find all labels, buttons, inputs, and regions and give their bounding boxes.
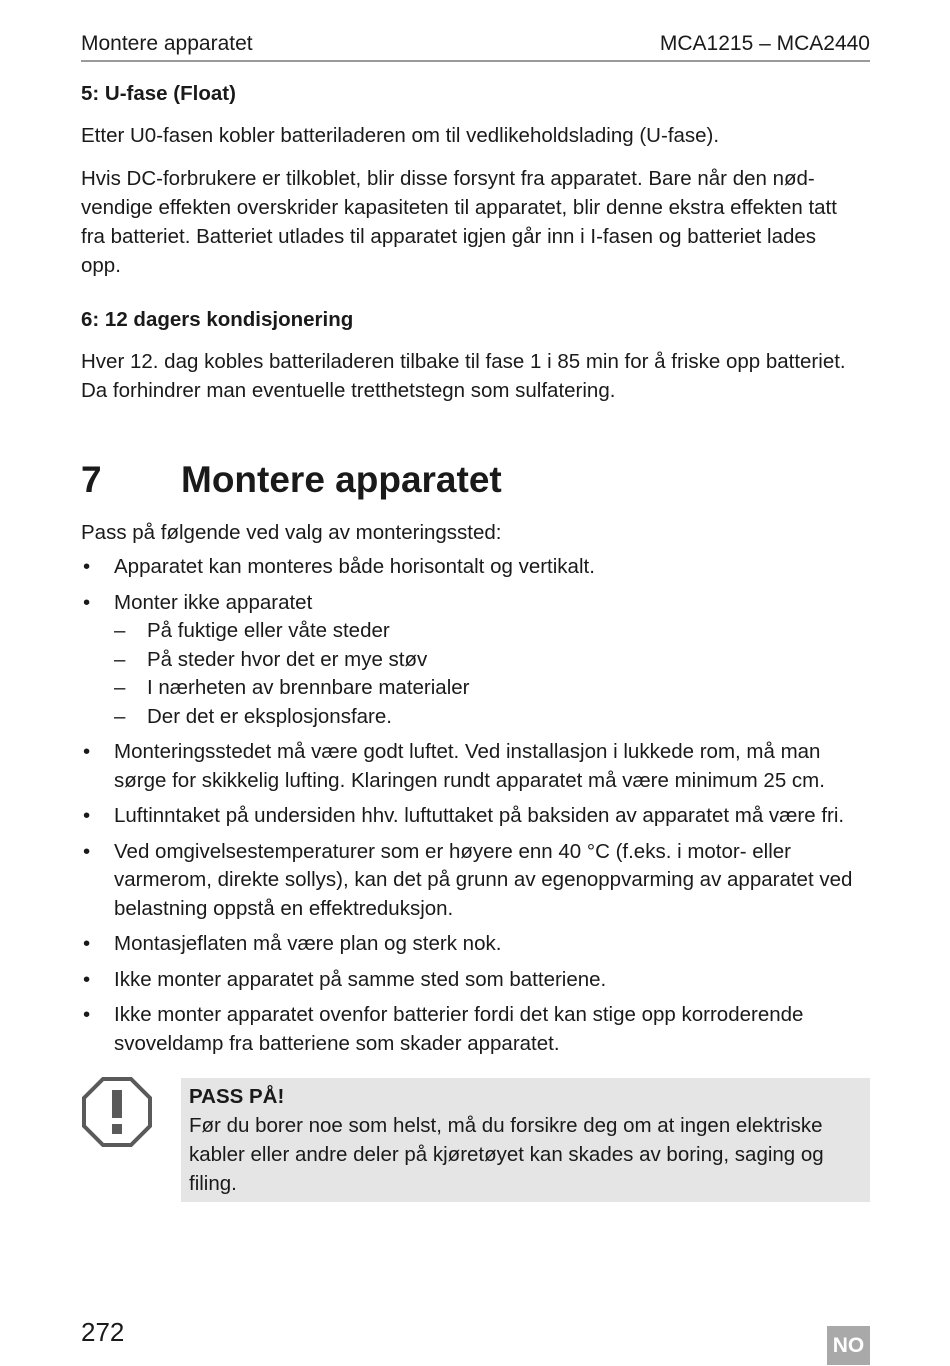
list-item-text: Ved omgivelsestemperaturer som er høyere enn 40 °C (f.eks. i motor- eller varmerom, direkte sollys), kan det på grunn av egenoppvarming av apparatet ved belastning oppstå en effektreduksjon. [114,839,853,920]
section-6 [81,306,870,334]
notice-text: Før du borer noe som helst, må du forsikre deg om at ingen elektriske kabler eller andre deler på kjøretøyet kan skades av boring, saging og filing. [189,1114,824,1195]
text-line: Hver 12. dag kobles batteriladeren tilbake til fase 1 i 85 min for å friske opp batteriet. [81,350,846,373]
list-item [81,589,870,732]
list-item-text: Monter ikke apparatet [114,590,313,614]
chapter-intro: Pass på følgende ved valg av monteringssted: [81,521,502,544]
list-item [81,930,870,959]
mounting-requirements-list [81,553,870,1065]
section-5-paragraph-1: Etter U0-fasen kobler batteriladeren om til vedlikeholdslading (U-fase). [81,124,720,147]
section-6-paragraph [81,347,870,405]
list-item-text: Apparatet kan monteres både horisontalt og vertikalt. [114,555,595,578]
list-item [81,553,870,582]
list-item [81,802,870,831]
list-item-text: Monteringsstedet må være godt luftet. Ved installasjon i lukkede rom, må man sørge for skikkelig lufting. Klaringen rundt apparatet må være minimum 25 cm. [114,740,825,792]
header-model-range: MCA1215 – MCA2440 [659,32,870,55]
section-5-paragraph-2 [81,164,870,280]
list-item-text: Luftinntaket på undersiden hhv. luftuttaket på baksiden av apparatet må være fri. [114,804,845,827]
language-tab: NO [827,1326,870,1365]
sub-list-item: – I nærheten av brennbare materialer [114,674,870,703]
text-line: Da forhindrer man eventuelle tretthetstegn som sulfatering. [81,379,616,402]
warning-octagon-exclamation-icon [81,1076,153,1148]
text-line: opp. [81,254,121,277]
sub-list-item: – På steder hvor det er mye støv [114,646,870,675]
section-5 [81,80,870,108]
text-line: Hvis DC-forbrukere er tilkoblet, blir disse forsynt fra apparatet. Bare når den nød- [81,167,815,190]
text-line: fra batteriet. Batteriet utlades til apparatet igjen går inn i I-fasen og batteriet lades [81,225,817,248]
section-5-heading: 5: U-fase (Float) [81,82,236,105]
sub-list-item: – Der det er eksplosjonsfare. [114,703,870,732]
list-item-text: Ikke monter apparatet ovenfor batterier fordi det kan stige opp korroderende svoveldamp fra batteriene som skader apparatet. [114,1003,804,1055]
sub-list [114,617,870,731]
section-6-heading: 6: 12 dagers kondisjonering [81,308,354,331]
text-line: vendige effekten overskrider kapasiteten til apparatet, blir denne ekstra effekten tatt [81,196,837,219]
chapter-title: Montere apparatet [181,459,502,500]
notice-title: PASS PÅ! [189,1085,285,1108]
list-item [81,966,870,995]
running-header [81,30,870,62]
chapter-number: 7 [81,459,102,500]
list-item [81,738,870,795]
sub-list-item: – På fuktige eller våte steder [114,617,870,646]
page-number: 272 [81,1317,125,1347]
list-item [81,1001,870,1058]
header-section-title: Montere apparatet [81,32,253,55]
list-item-text: Montasjeflaten må være plan og sterk nok. [114,932,502,955]
list-item-text: Ikke monter apparatet på samme sted som batteriene. [114,967,607,991]
list-item [81,838,870,924]
notice-box [181,1078,870,1202]
